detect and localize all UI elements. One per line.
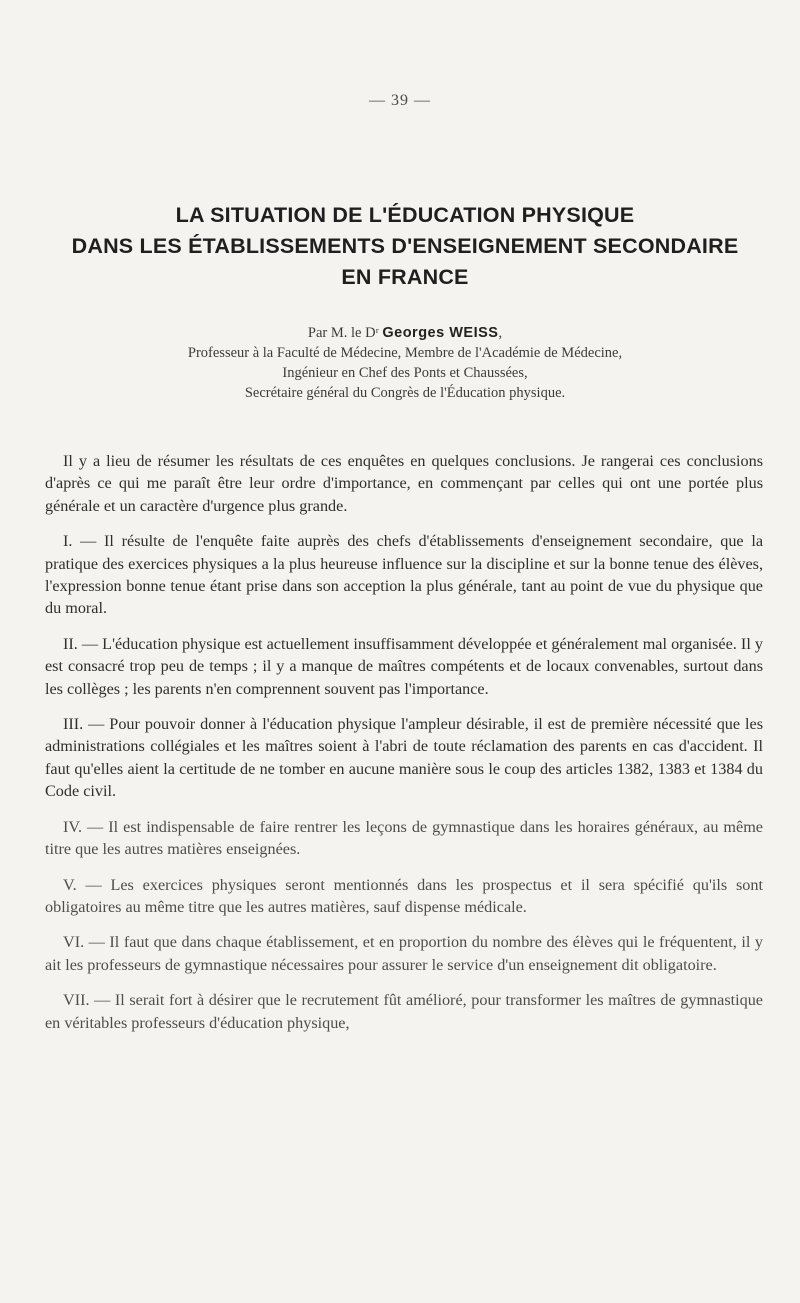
byline-line-3: Ingénieur en Chef des Ponts et Chaussées,	[282, 365, 528, 381]
byline-line-2: Professeur à la Faculté de Médecine, Membre de l'Académie de Médecine,	[187, 345, 623, 361]
byline-line-1	[60, 323, 750, 343]
title-line-1: LA SITUATION DE L'ÉDUCATION PHYSIQUE	[175, 203, 635, 227]
paragraph-conclusion-7: VII. — Il serait fort à désirer que le recrutement fût amélioré, pour transformer les maîtres de gymnastique en véritables professeurs d'éducation physique,	[45, 991, 763, 1032]
paragraph-conclusion-1: I. — Il résulte de l'enquête faite auprès des chefs d'établissements d'enseignement secondaire, que la pratique des exercices physiques a la plus heureuse influence sur la discipline et sur la bonne tenue des élèves, l'expression bonne tenue étant prise dans son acception la plus générale, tant au point de vue du physique que du moral.	[45, 532, 763, 618]
article-title	[60, 200, 750, 293]
paragraph-conclusion-6: VI. — Il faut que dans chaque établissement, et en proportion du nombre des élèves qui le fréquentent, il y ait les professeurs de gymnastique nécessaires pour assurer le service d'un enseignement dit obligatoire.	[45, 933, 763, 974]
title-line-3: EN FRANCE	[341, 265, 469, 289]
paragraph-conclusion-5: V. — Les exercices physiques seront mentionnés dans les prospectus et il sera spécifié qu'ils sont obligatoires au même titre que les autres matières, sauf dispense médicale.	[45, 875, 763, 916]
article-body	[45, 450, 763, 1047]
paragraph-conclusion-3: III. — Pour pouvoir donner à l'éducation physique l'ampleur désirable, il est de première nécessité que les administrations collégiales et les maîtres soient à l'abri de toute réclamation des parents en cas d'accident. Il faut qu'elles aient la certitude de ne tomber en aucune manière sous le coup des articles 1382, 1383 et 1384 du Code civil.	[45, 715, 763, 801]
page-number: — 39 —	[369, 92, 431, 109]
paragraph-conclusion-2: II. — L'éducation physique est actuellement insuffisamment développée et généralement mal organisée. Il y est consacré trop peu de temps ; il y a manque de maîtres compétents et de locaux convenables, surtout dans les collèges ; les parents n'en comprennent souvent pas l'importance.	[45, 634, 763, 698]
byline-line-4: Secrétaire général du Congrès de l'Éducation physique.	[244, 385, 566, 401]
byline-suffix: ,	[498, 325, 503, 341]
title-line-2: DANS LES ÉTABLISSEMENTS D'ENSEIGNEMENT SECONDAIRE	[71, 234, 739, 258]
byline-prefix: Par M. le Dʳ	[307, 325, 383, 341]
paragraph-intro: Il y a lieu de résumer les résultats de ces enquêtes en quelques conclusions. Je rangerai ces conclusions d'après ce qui me paraît être leur ordre d'importance, en commençant par celles qui ont une portée plus générale et un caractère d'urgence plus grande.	[45, 452, 763, 515]
paragraph-conclusion-4: IV. — Il est indispensable de faire rentrer les leçons de gymnastique dans les horaires généraux, au même titre que les autres matières enseignées.	[45, 817, 763, 859]
author-name: Georges WEISS	[382, 325, 499, 341]
author-byline	[60, 323, 750, 403]
